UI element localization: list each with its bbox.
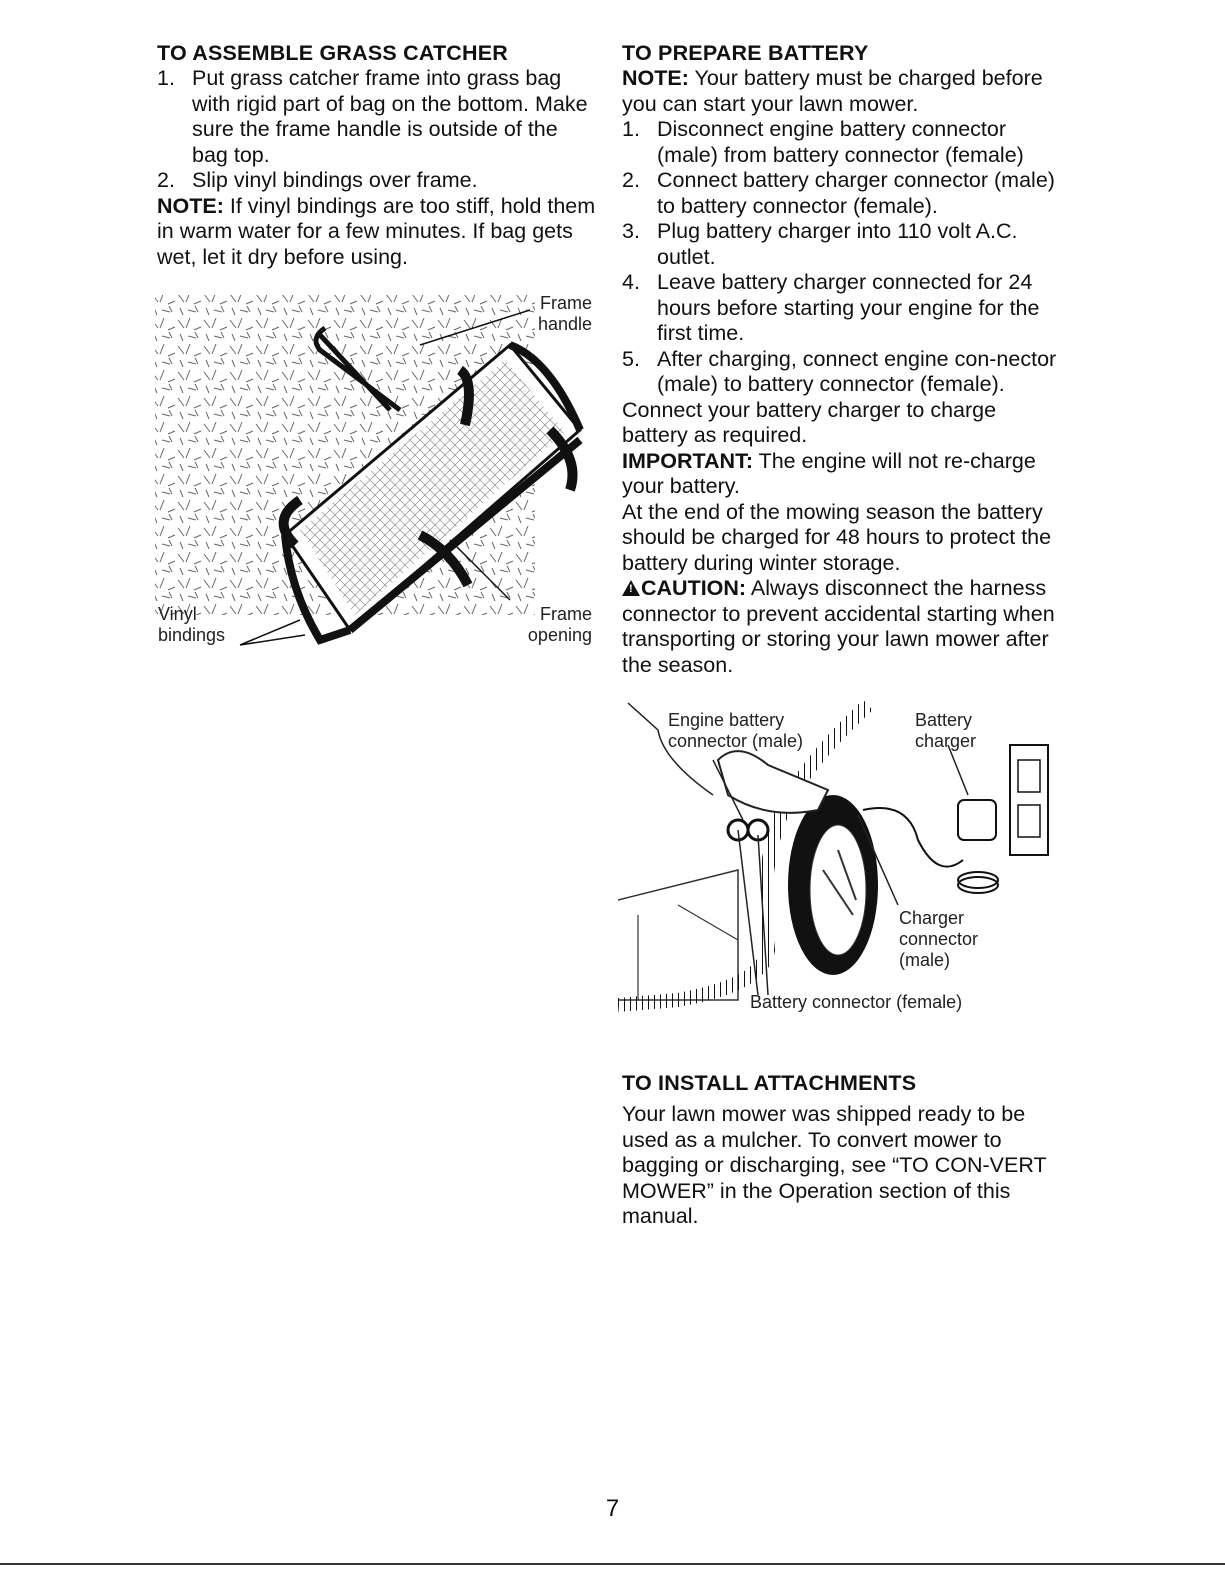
season-paragraph: At the end of the mowing season the battery should be charged for 48 hours to protect the battery during winter storage.: [622, 499, 1052, 575]
battery-figure: [618, 700, 1058, 1030]
grass-catcher-heading: TO ASSEMBLE GRASS CATCHER: [157, 41, 509, 65]
grass-catcher-figure: [150, 290, 600, 680]
page-number: 7: [605, 1495, 620, 1522]
battery-charger-label: Battery charger: [915, 710, 977, 751]
frame-opening-label: Frame opening: [527, 604, 592, 645]
list-item: 2. Slip vinyl bindings over frame.: [157, 168, 478, 192]
attachments-section: [622, 1070, 1062, 1230]
list-item: 3. Plug battery charger into 110 volt A.C. outlet.: [622, 219, 1018, 269]
frame-handle-label: Frame handle: [537, 293, 592, 334]
warning-icon: [622, 580, 640, 596]
charge-paragraph: Connect your battery charger to charge battery as required.: [622, 397, 997, 447]
attachments-paragraph: Your lawn mower was shipped ready to be used as a mulcher. To convert mower to bagging or discharging, see “TO CON-VERT MOWER” in the Operation section of this manual.: [622, 1102, 1047, 1228]
list-item: 1. Put grass catcher frame into grass bag with rigid part of bag on the bottom. Make sure the frame handle is outside of the bag top.: [157, 66, 588, 167]
list-item: 1. Disconnect engine battery connector (male) from battery connector (female): [622, 117, 1024, 167]
important-paragraph: IMPORTANT: The engine will not re-charge your battery.: [622, 448, 1036, 498]
prepare-battery-heading: TO PREPARE BATTERY: [622, 41, 869, 65]
list-item: 4. Leave battery charger connected for 24 hours before starting your engine for the first time.: [622, 270, 1040, 345]
left-column: [157, 40, 597, 270]
right-column: [622, 40, 1062, 678]
attachments-heading: TO INSTALL ATTACHMENTS: [622, 1071, 917, 1095]
battery-connector-label: Battery connector (female): [750, 992, 963, 1012]
list-item: 2. Connect battery charger connector (male) to battery connector (female).: [622, 168, 1055, 218]
charger-connector-label: Charger connector (male): [899, 908, 979, 970]
grass-catcher-note: NOTE: If vinyl bindings are too stiff, hold them in warm water for a few minutes. If bag gets wet, let it dry before using.: [157, 193, 596, 269]
grass-catcher-steps: [157, 66, 597, 194]
engine-connector-label: Engine battery connector (male): [668, 710, 804, 751]
list-item: 5. After charging, connect engine con-nector (male) to battery connector (female).: [622, 346, 1057, 396]
bottom-rule: [0, 1563, 1225, 1565]
battery-steps: [622, 117, 1062, 398]
battery-note: NOTE: Your battery must be charged before you can start your lawn mower.: [622, 66, 1043, 116]
caution-paragraph: !CAUTION: Always disconnect the harness connector to prevent accidental starting when transporting or storing your lawn mower after the season.: [622, 576, 1062, 678]
vinyl-bindings-label: Vinyl bindings: [158, 604, 226, 645]
